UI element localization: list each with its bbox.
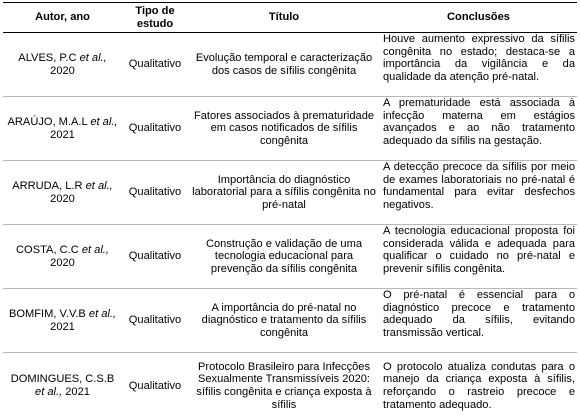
author-year: 2021 (50, 129, 75, 141)
conclusion-cell: O protocolo atualiza condutas para o manejo da criança exposta à sífilis, reforçando o rastreio precoce e tratamento adequado. (380, 353, 577, 419)
author-name: ARAÚJO, M.A.L (8, 116, 88, 128)
header-row (3, 3, 577, 33)
author-cell (3, 161, 122, 225)
table-row (3, 289, 577, 353)
author-etal: et al., (82, 244, 109, 256)
table-header (3, 3, 577, 33)
author-etal: et al., (86, 180, 113, 192)
author-etal: et al., (90, 116, 117, 128)
author-year: 2021 (65, 386, 90, 398)
author-name: BOMFIM, V.V.B (9, 308, 86, 320)
author-etal: et al., (35, 386, 62, 398)
author-etal: et al., (80, 52, 107, 64)
title-cell: Protocolo Brasileiro para Infecções Sexualmente Transmissíveis 2020: sífilis congênita e criança exposta à sífilis (188, 353, 380, 419)
title-cell: Construção e validação de uma tecnologia educacional para prevenção da sífilis congênita (188, 225, 380, 289)
study-type-cell: Qualitativo (122, 353, 188, 419)
header-author: Autor, ano (3, 3, 122, 33)
conclusion-cell: A prematuridade está associada à infecção materna em estágios avançados e ao não tratamento adequado da sífilis na gestação. (380, 97, 577, 161)
author-cell (3, 33, 122, 97)
title-cell: Fatores associados à prematuridade em casos notificados de sífilis congênita (188, 97, 380, 161)
author-name: ARRUDA, L.R (12, 180, 82, 192)
study-type-cell: Qualitativo (122, 225, 188, 289)
study-type-cell: Qualitativo (122, 33, 188, 97)
conclusion-cell: A detecção precoce da sífilis por meio de exames laboratoriais no pré-natal é fundamental para evitar desfechos negativos. (380, 161, 577, 225)
study-type-cell: Qualitativo (122, 289, 188, 353)
conclusion-cell: O pré-natal é essencial para o diagnóstico precoce e tratamento adequado da sífilis, evitando transmissão vertical. (380, 289, 577, 353)
author-year: 2020 (50, 257, 75, 269)
author-name: DOMINGUES, C.S.B (11, 373, 115, 385)
author-year: 2020 (50, 65, 75, 77)
header-conclusions: Conclusões (380, 3, 577, 33)
header-title: Título (188, 3, 380, 33)
header-type: Tipo de estudo (122, 3, 188, 33)
results-table (3, 2, 577, 419)
study-type-cell: Qualitativo (122, 97, 188, 161)
author-name: ALVES, P.C (18, 52, 76, 64)
author-cell (3, 225, 122, 289)
title-cell: Evolução temporal e caracterização dos casos de sífilis congênita (188, 33, 380, 97)
table-row (3, 353, 577, 419)
author-cell (3, 289, 122, 353)
author-name: COSTA, C.C (16, 244, 79, 256)
author-year: 2020 (50, 193, 75, 205)
table-row (3, 97, 577, 161)
table-row (3, 161, 577, 225)
author-cell (3, 353, 122, 419)
title-cell: Importância do diagnóstico laboratorial para a sífilis congênita no pré-natal (188, 161, 380, 225)
author-year: 2021 (50, 321, 75, 333)
table-body (3, 33, 577, 419)
author-cell (3, 97, 122, 161)
table-row (3, 225, 577, 289)
conclusion-cell: A tecnologia educacional proposta foi considerada válida e adequada para qualificar o cuidado no pré-natal e prevenir sífilis congênita. (380, 225, 577, 289)
table-row (3, 33, 577, 97)
study-type-cell: Qualitativo (122, 161, 188, 225)
conclusion-cell: Houve aumento expressivo da sífilis congênita no estado; destaca-se a importância da vigilância e da qualidade da atenção pré-natal. (380, 33, 577, 97)
title-cell: A importância do pré-natal no diagnóstico e tratamento da sífilis congênita (188, 289, 380, 353)
author-etal: et al., (89, 308, 116, 320)
